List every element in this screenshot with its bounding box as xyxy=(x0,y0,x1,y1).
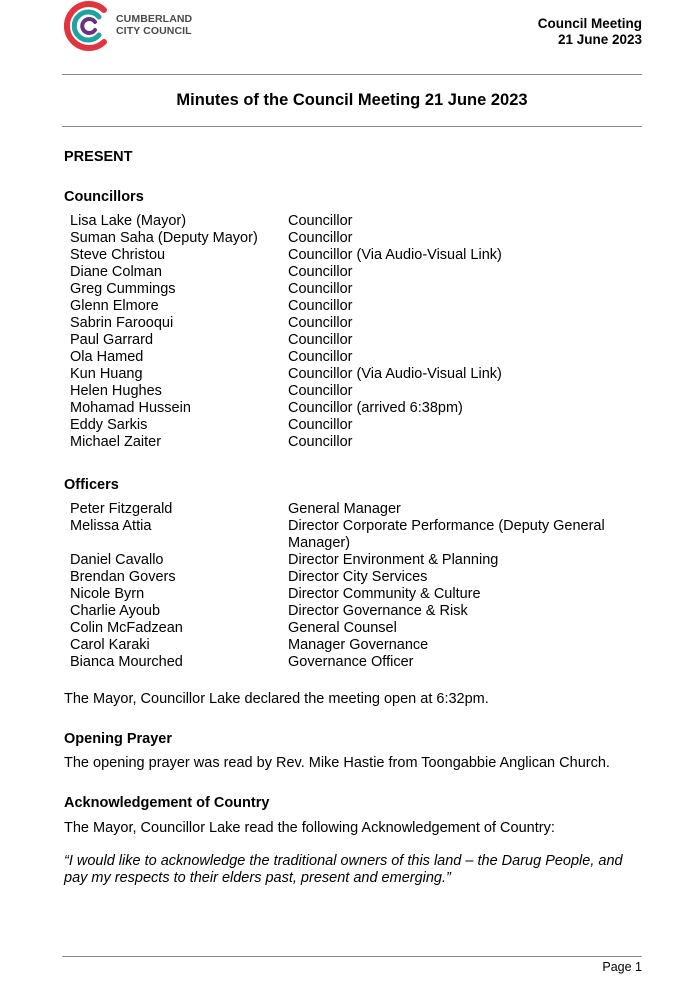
officer-name: Peter Fitzgerald xyxy=(70,501,173,517)
officer-role: Director City Services xyxy=(288,569,428,585)
officer-name: Nicole Byrn xyxy=(70,586,145,602)
meeting-label: Council Meeting xyxy=(537,16,642,31)
officer-row xyxy=(70,552,630,569)
officer-role: Manager Governance xyxy=(288,637,429,653)
councillor-role: Councillor xyxy=(288,383,353,399)
councillor-row xyxy=(70,247,630,264)
councillor-name: Glenn Elmore xyxy=(70,298,159,314)
councillor-role: Councillor (Via Audio-Visual Link) xyxy=(288,247,502,263)
councillor-name: Helen Hughes xyxy=(70,383,162,399)
officer-name: Melissa Attia xyxy=(70,518,152,534)
councillor-role: Councillor xyxy=(288,264,353,280)
officer-role: Director Community & Culture xyxy=(288,586,481,602)
officer-name: Brendan Govers xyxy=(70,569,176,585)
councillor-name: Paul Garrard xyxy=(70,332,154,348)
officer-role: Governance Officer xyxy=(288,654,414,670)
councillor-name: Steve Christou xyxy=(70,247,166,263)
councillor-role: Councillor xyxy=(288,332,353,348)
councillor-name: Sabrin Farooqui xyxy=(70,315,174,331)
footer-divider xyxy=(62,956,642,957)
council-logo xyxy=(64,0,204,52)
councillor-name: Kun Huang xyxy=(70,366,143,382)
councillor-role: Councillor xyxy=(288,434,353,450)
officer-row xyxy=(70,637,630,654)
page-title: Minutes of the Council Meeting 21 June 2023 xyxy=(176,91,528,109)
councillor-name: Diane Colman xyxy=(70,264,162,280)
councillor-row xyxy=(70,281,630,298)
meeting-header xyxy=(538,16,642,48)
officer-role: General Counsel xyxy=(288,620,397,636)
councillor-name: Ola Hamed xyxy=(70,349,144,365)
councillor-row xyxy=(70,349,630,366)
councillor-role: Councillor xyxy=(288,417,353,433)
councillor-role: Councillor (arrived 6:38pm) xyxy=(288,400,463,416)
acknowledgement-quote: “I would like to acknowledge the traditional owners of this land – the Darug People, and pay my respects to their elders past, present and emerging.” xyxy=(64,853,623,886)
opening-statement: The Mayor, Councillor Lake declared the meeting open at 6:32pm. xyxy=(64,691,489,707)
officer-role: Director Environment & Planning xyxy=(288,552,499,568)
councillor-row xyxy=(70,230,630,247)
officer-row xyxy=(70,620,630,637)
officer-name: Bianca Mourched xyxy=(70,654,183,670)
prayer-text: The opening prayer was read by Rev. Mike Hastie from Toongabbie Anglican Church. xyxy=(64,755,610,771)
councillor-name: Michael Zaiter xyxy=(70,434,162,450)
councillor-row xyxy=(70,315,630,332)
councillor-row xyxy=(70,264,630,281)
officers-heading: Officers xyxy=(64,477,119,493)
councillor-role: Councillor xyxy=(288,349,353,365)
officer-row xyxy=(70,586,630,603)
councillor-name: Lisa Lake (Mayor) xyxy=(70,213,187,229)
page-number: Page 1 xyxy=(602,960,642,974)
councillor-role: Councillor xyxy=(288,213,353,229)
councillor-name: Greg Cummings xyxy=(70,281,176,297)
logo-line-2: CITY COUNCIL xyxy=(116,25,192,37)
councillor-role: Councillor xyxy=(288,281,353,297)
councillor-row xyxy=(70,332,630,349)
officer-row xyxy=(70,501,630,518)
officer-row xyxy=(70,518,630,552)
meeting-date: 21 June 2023 xyxy=(557,32,642,47)
officer-row xyxy=(70,569,630,586)
officer-name: Charlie Ayoub xyxy=(70,603,161,619)
councillor-role: Councillor xyxy=(288,315,353,331)
councillor-name: Suman Saha (Deputy Mayor) xyxy=(70,230,258,246)
councillor-role: Councillor xyxy=(288,298,353,314)
header-divider xyxy=(62,74,642,75)
officer-name: Carol Karaki xyxy=(70,637,150,653)
councillor-row xyxy=(70,400,630,417)
councillor-row xyxy=(70,213,630,230)
officer-row xyxy=(70,603,630,620)
officer-row xyxy=(70,654,630,671)
councillor-row xyxy=(70,298,630,315)
logo-wordmark xyxy=(116,13,192,37)
acknowledgement-intro: The Mayor, Councillor Lake read the following Acknowledgement of Country: xyxy=(64,820,555,836)
councillor-row xyxy=(70,366,630,383)
prayer-heading: Opening Prayer xyxy=(64,731,172,747)
councillor-row xyxy=(70,417,630,434)
councillor-name: Eddy Sarkis xyxy=(70,417,148,433)
officer-role: Director Governance & Risk xyxy=(288,603,468,619)
present-heading: PRESENT xyxy=(64,149,133,165)
councillor-role: Councillor xyxy=(288,230,353,246)
councillor-name: Mohamad Hussein xyxy=(70,400,191,416)
officer-name: Colin McFadzean xyxy=(70,620,183,636)
officer-name: Daniel Cavallo xyxy=(70,552,164,568)
officer-role: Director Corporate Performance (Deputy General Manager) xyxy=(288,518,605,551)
councillor-row xyxy=(70,383,630,400)
councillors-heading: Councillors xyxy=(64,189,144,205)
officer-role: General Manager xyxy=(288,501,401,517)
councillor-row xyxy=(70,434,630,451)
councillor-role: Councillor (Via Audio-Visual Link) xyxy=(288,366,502,382)
title-divider xyxy=(62,126,642,127)
logo-line-1: CUMBERLAND xyxy=(116,13,193,25)
acknowledgement-heading: Acknowledgement of Country xyxy=(64,795,270,811)
c-logo-icon xyxy=(64,0,114,52)
